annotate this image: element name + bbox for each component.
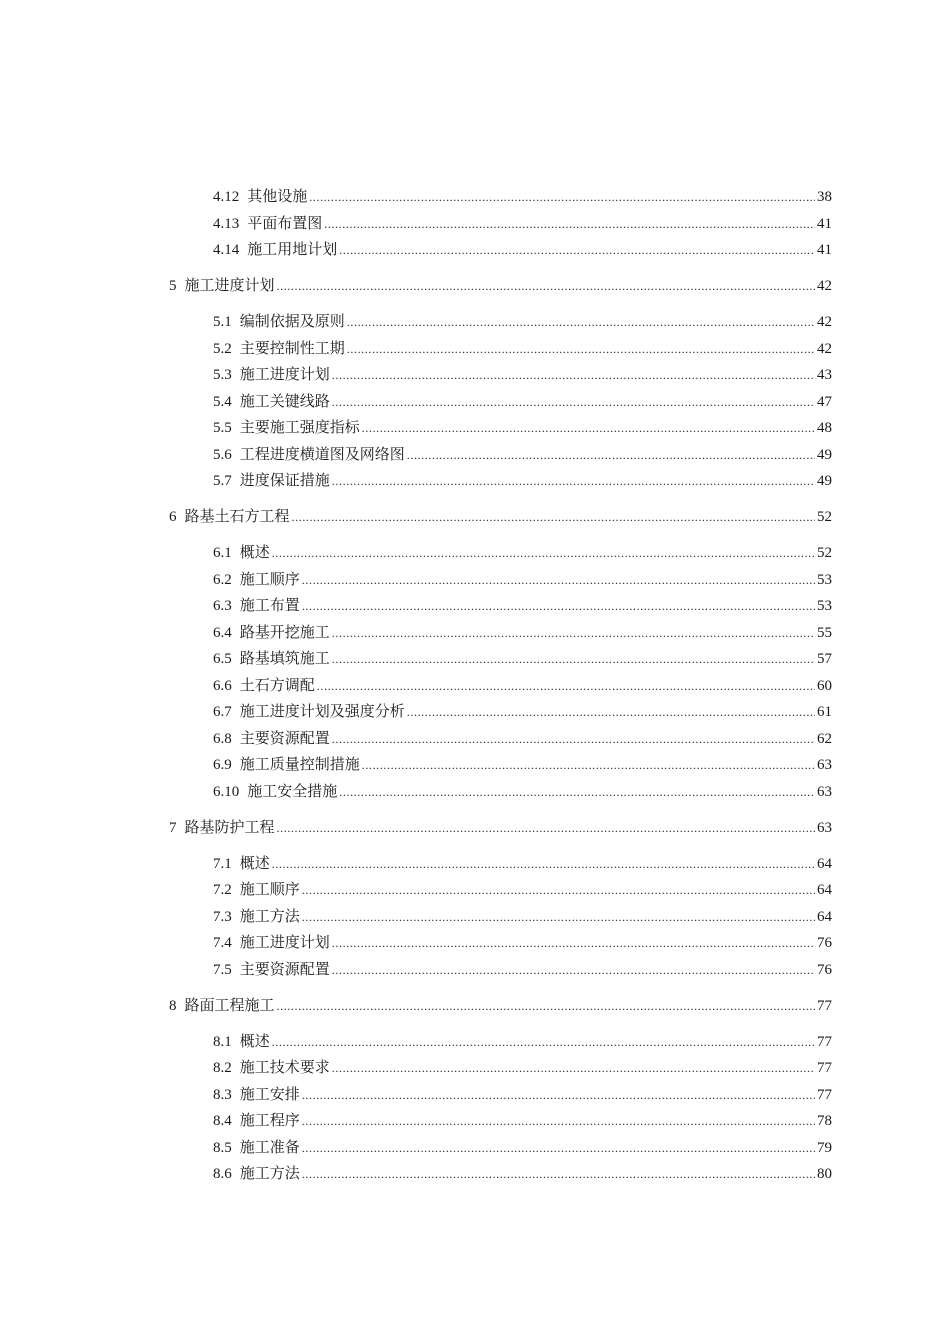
toc-section-entry[interactable] [213,592,832,618]
toc-entry-number: 5 [169,278,177,294]
toc-entry-title: 施工质量控制措施 [239,755,360,773]
toc-page-number: 52 [817,509,832,525]
toc-entry-number: 6.3 [213,598,232,614]
toc-entry-title: 主要资源配置 [239,728,330,747]
toc-section-entry[interactable] [213,1160,832,1186]
toc-section-entry[interactable] [213,672,832,698]
toc-page-number: 60 [817,677,832,694]
toc-section-entry[interactable] [213,236,832,262]
toc-page-number: 77 [817,1060,832,1076]
toc-entry-title: 路基填筑施工 [239,649,330,667]
toc-entry-number: 4.13 [213,215,240,232]
toc-entry-title: 概述 [239,853,270,872]
toc-entry-title: 施工程序 [239,1111,300,1129]
toc-entry-title: 进度保证措施 [239,471,330,489]
toc-entry-title: 主要资源配置 [239,959,330,978]
toc-section-entry[interactable] [213,388,832,414]
toc-dot-leader [302,1135,815,1161]
toc-entry-title: 施工方法 [239,906,300,925]
toc-entry-title: 施工顺序 [239,880,300,898]
toc-page-number: 77 [817,1033,832,1050]
toc-page-number: 77 [817,997,832,1014]
toc-dot-leader [362,415,815,441]
toc-page-number: 42 [817,340,832,357]
toc-entry-number: 6.7 [213,704,232,720]
toc-section-entry[interactable] [213,956,832,982]
toc-page-number: 64 [817,908,832,925]
toc-chapter-entry[interactable] [169,272,832,298]
toc-section-entry[interactable] [213,308,832,334]
toc-entry-number: 6.4 [213,624,232,641]
toc-entry-title: 施工进度计划 [239,365,330,383]
toc-dot-leader [292,504,815,530]
toc-entry-number: 8 [169,997,177,1014]
toc-dot-leader [332,620,815,646]
toc-entry-number: 6.9 [213,757,232,773]
toc-section-entry[interactable] [213,850,832,876]
toc-page-number: 52 [817,545,832,561]
toc-section-entry[interactable] [213,929,832,955]
toc-entry-number: 7.3 [213,908,232,925]
toc-entry-title: 施工技术要求 [239,1058,330,1076]
toc-entry-number: 8.3 [213,1086,232,1103]
toc-section-entry[interactable] [213,751,832,777]
toc-section-entry[interactable] [213,725,832,751]
toc-page-number: 61 [817,704,832,720]
toc-dot-leader [277,815,815,841]
toc-dot-leader [347,309,815,335]
toc-dot-leader [302,1108,815,1134]
toc-entry-number: 6.6 [213,677,232,694]
toc-entry-number: 5.6 [213,446,232,463]
toc-section-entry[interactable] [213,903,832,929]
toc-entry-title: 土石方调配 [239,675,315,694]
toc-entry-number: 8.5 [213,1139,232,1156]
toc-page-number: 64 [817,882,832,898]
toc-entry-title: 主要施工强度指标 [239,418,360,436]
toc-entry-number: 6.2 [213,571,232,588]
toc-section-entry[interactable] [213,1054,832,1080]
toc-page-number: 80 [817,1166,832,1182]
toc-page-number: 49 [817,473,832,489]
toc-section-entry[interactable] [213,335,832,361]
toc-page-number: 76 [817,935,832,951]
toc-page-number: 42 [817,314,832,330]
toc-entry-number: 5.1 [213,314,232,330]
toc-dot-leader [339,779,815,805]
toc-dot-leader [324,211,815,237]
toc-dot-leader [407,442,815,468]
toc-entry-title: 路面工程施工 [184,995,275,1014]
toc-entry-title: 工程进度横道图及网络图 [239,444,405,463]
toc-page-number: 63 [817,819,832,836]
toc-page-number: 55 [817,624,832,641]
toc-dot-leader [272,851,815,877]
toc-page-number: 49 [817,446,832,463]
toc-dot-leader [332,646,815,672]
toc-entry-number: 5.2 [213,340,232,357]
toc-page-number: 77 [817,1086,832,1103]
toc-dot-leader [277,993,815,1019]
toc-section-entry[interactable] [213,1028,832,1054]
toc-dot-leader [332,389,815,415]
toc-section-entry[interactable] [213,441,832,467]
toc-page-number: 64 [817,855,832,872]
toc-section-entry[interactable] [213,414,832,440]
toc-section-entry[interactable] [213,645,832,671]
toc-dot-leader [272,540,815,566]
toc-entry-title: 概述 [239,1031,270,1050]
toc-section-entry[interactable] [213,698,832,724]
toc-dot-leader [302,567,815,593]
toc-section-entry[interactable] [213,1134,832,1160]
toc-section-entry[interactable] [213,566,832,592]
toc-chapter-entry[interactable] [169,814,832,840]
toc-section-entry[interactable] [213,210,832,236]
toc-dot-leader [332,957,815,983]
toc-entry-title: 概述 [239,543,270,561]
toc-section-entry[interactable] [213,1107,832,1133]
toc-chapter-entry[interactable] [169,503,832,529]
toc-section-entry[interactable] [213,876,832,902]
toc-dot-leader [302,1082,815,1108]
toc-dot-leader [362,752,815,778]
toc-entry-title: 路基土石方工程 [184,507,290,525]
toc-entry-number: 7.1 [213,855,232,872]
toc-entry-title: 路基开挖施工 [239,622,330,641]
toc-dot-leader [309,184,815,210]
toc-entry-title: 施工准备 [239,1137,300,1156]
toc-entry-number: 4.14 [213,242,240,258]
toc-page-number: 43 [817,367,832,383]
toc-entry-title: 施工用地计划 [247,240,338,258]
toc-entry-number: 4.12 [213,189,240,205]
toc-page-number: 62 [817,730,832,747]
toc-entry-number: 7.4 [213,935,232,951]
toc-entry-number: 7.5 [213,961,232,978]
toc-dot-leader [277,273,815,299]
toc-page-number: 41 [817,215,832,232]
toc-entry-title: 其他设施 [247,187,308,205]
toc-dot-leader [302,1161,815,1187]
toc-chapter-entry[interactable] [169,992,832,1018]
toc-entry-title: 施工进度计划 [184,276,275,294]
toc-page-number: 57 [817,651,832,667]
toc-entry-number: 8.2 [213,1060,232,1076]
toc-dot-leader [272,1029,815,1055]
toc-entry-number: 5.4 [213,393,232,410]
toc-entry-number: 6.8 [213,730,232,747]
toc-dot-leader [407,699,815,725]
toc-section-entry[interactable] [213,539,832,565]
toc-section-entry[interactable] [213,361,832,387]
toc-section-entry[interactable] [213,1081,832,1107]
toc-entry-title: 编制依据及原则 [239,312,345,330]
toc-entry-number: 8.1 [213,1033,232,1050]
toc-entry-number: 8.4 [213,1113,232,1129]
toc-entry-title: 施工进度计划 [239,933,330,951]
toc-dot-leader [347,336,815,362]
toc-page-number: 48 [817,420,832,436]
toc-entry-number: 7.2 [213,882,232,898]
toc-entry-title: 施工顺序 [239,569,300,588]
toc-section-entry[interactable] [213,619,832,645]
toc-entry-title: 施工关键线路 [239,391,330,410]
toc-dot-leader [332,930,815,956]
toc-entry-title: 施工方法 [239,1164,300,1182]
toc-entry-number: 6.5 [213,651,232,667]
toc-dot-leader [332,362,815,388]
toc-dot-leader [332,726,815,752]
toc-dot-leader [339,237,815,263]
toc-page-number: 41 [817,242,832,258]
toc-page-number: 79 [817,1139,832,1156]
toc-page-number: 76 [817,961,832,978]
toc-entry-title: 施工安全措施 [247,781,338,800]
toc-entry-title: 施工布置 [239,596,300,614]
toc-entry-title: 路基防护工程 [184,817,275,836]
toc-dot-leader [302,593,815,619]
toc-page-number: 63 [817,783,832,800]
toc-entry-title: 主要控制性工期 [239,338,345,357]
toc-entry-title: 平面布置图 [247,213,323,232]
toc-section-entry[interactable] [213,467,832,493]
toc-page-number: 47 [817,393,832,410]
toc-dot-leader [332,1055,815,1081]
toc-dot-leader [302,904,815,930]
toc-page-number: 63 [817,757,832,773]
toc-entry-number: 8.6 [213,1166,232,1182]
toc-section-entry[interactable] [213,183,832,209]
toc-entry-number: 6 [169,509,177,525]
toc-dot-leader [317,673,815,699]
toc-dot-leader [302,877,815,903]
toc-section-entry[interactable] [213,778,832,804]
toc-entry-number: 6.1 [213,545,232,561]
toc-entry-number: 5.3 [213,367,232,383]
toc-page-number: 42 [817,278,832,294]
toc-entry-number: 7 [169,819,177,836]
toc-entry-number: 5.5 [213,420,232,436]
toc-entry-number: 5.7 [213,473,232,489]
toc-entry-title: 施工进度计划及强度分析 [239,702,405,720]
toc-entry-title: 施工安排 [239,1084,300,1103]
toc-page-number: 53 [817,598,832,614]
toc-entry-number: 6.10 [213,783,240,800]
toc-dot-leader [332,468,815,494]
toc-page-number: 78 [817,1113,832,1129]
toc-page-number: 53 [817,571,832,588]
toc-page-number: 38 [817,189,832,205]
